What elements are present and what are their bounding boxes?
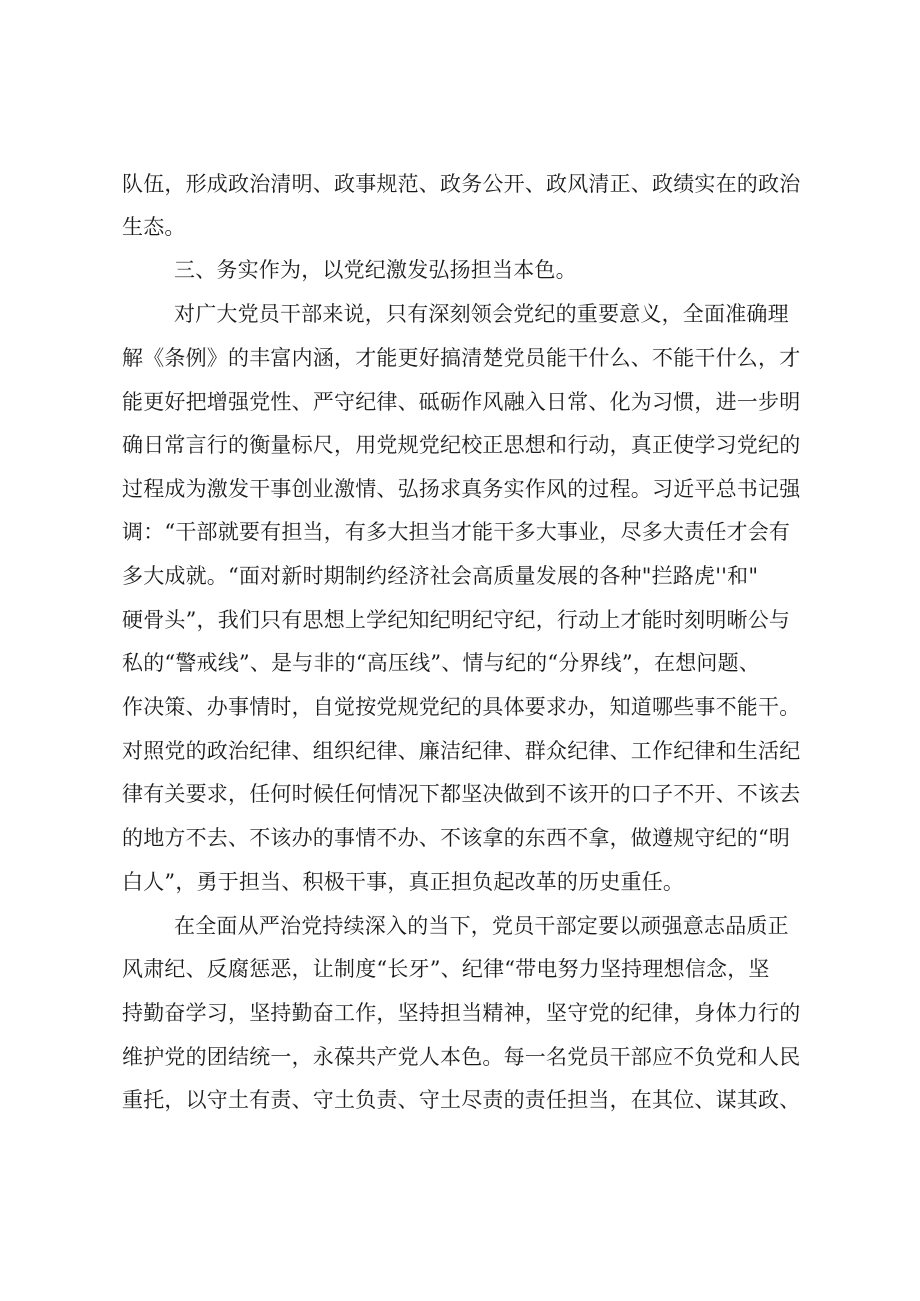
text-line: 调：“干部就要有担当，有多大担当才能干多大事业，尽多大责任才会有: [122, 520, 791, 544]
text-line: 风肃纪、反腐惩恶，让制度“长牙”、纪律“带电努力坚持理想信念，坚: [122, 957, 770, 981]
text-line: 重托，以守土有责、守土负责、守土尽责的责任担当，在其位、谋其政、: [122, 1088, 801, 1112]
text-line: 解《条例》的丰富内涵，才能更好搞清楚党员能干什么、不能干什么，才: [122, 346, 801, 370]
text-line: 队伍，形成政治清明、政事规范、政务公开、政风清正、政绩实在的政治: [122, 172, 801, 196]
text-line: 维护党的团结统一，永葆共产党人本色。每一名党员干部应不负党和人民: [122, 1045, 801, 1069]
text-line: 作决策、办事情时，自觉按党规党纪的具体要求办，知道哪些事不能干。: [122, 695, 801, 719]
section-heading: 三、务实作为，以党纪激发弘扬担当本色。: [174, 258, 577, 282]
text-line: 过程成为激发干事创业激情、弘扬求真务实作风的过程。习近平总书记强: [122, 477, 801, 501]
text-line: 律有关要求，任何时候任何情况下都坚决做到不该开的口子不开、不该去: [122, 782, 801, 806]
text-line: 确日常言行的衡量标尺，用党规党纪校正思想和行动，真正使学习党纪的: [122, 433, 801, 457]
text-line: 在全面从严治党持续深入的当下，党员干部定要以顽强意志品质正: [174, 914, 789, 938]
text-line: 的地方不去、不该办的事情不办、不该拿的东西不拿，做遵规守纪的“明: [122, 826, 791, 850]
text-line: 对照党的政治纪律、组织纪律、廉洁纪律、群众纪律、工作纪律和生活纪: [122, 739, 801, 763]
text-line: 生态。: [122, 215, 186, 239]
text-line: 持勤奋学习，坚持勤奋工作，坚持担当精神，坚守党的纪律，身体力行的: [122, 1001, 801, 1025]
text-line: 私的“警戒线”、是与非的“高压线”、情与纪的“分界线”，在想问题、: [122, 651, 761, 675]
text-line: 多大成就。“面对新时期制约经济社会高质量发展的各种"拦路虎''和": [122, 564, 759, 588]
text-line: 硬骨头”，我们只有思想上学纪知纪明纪守纪，行动上才能时刻明晰公与: [122, 608, 791, 632]
text-line: 对广大党员干部来说，只有深刻领会党纪的重要意义，全面准确理: [174, 302, 789, 326]
text-line: 能更好把增强党性、严守纪律、砥砺作风融入日常、化为习惯，进一步明: [122, 390, 801, 414]
text-line: 白人”，勇于担当、积极干事，真正担负起改革的历史重任。: [122, 870, 685, 894]
